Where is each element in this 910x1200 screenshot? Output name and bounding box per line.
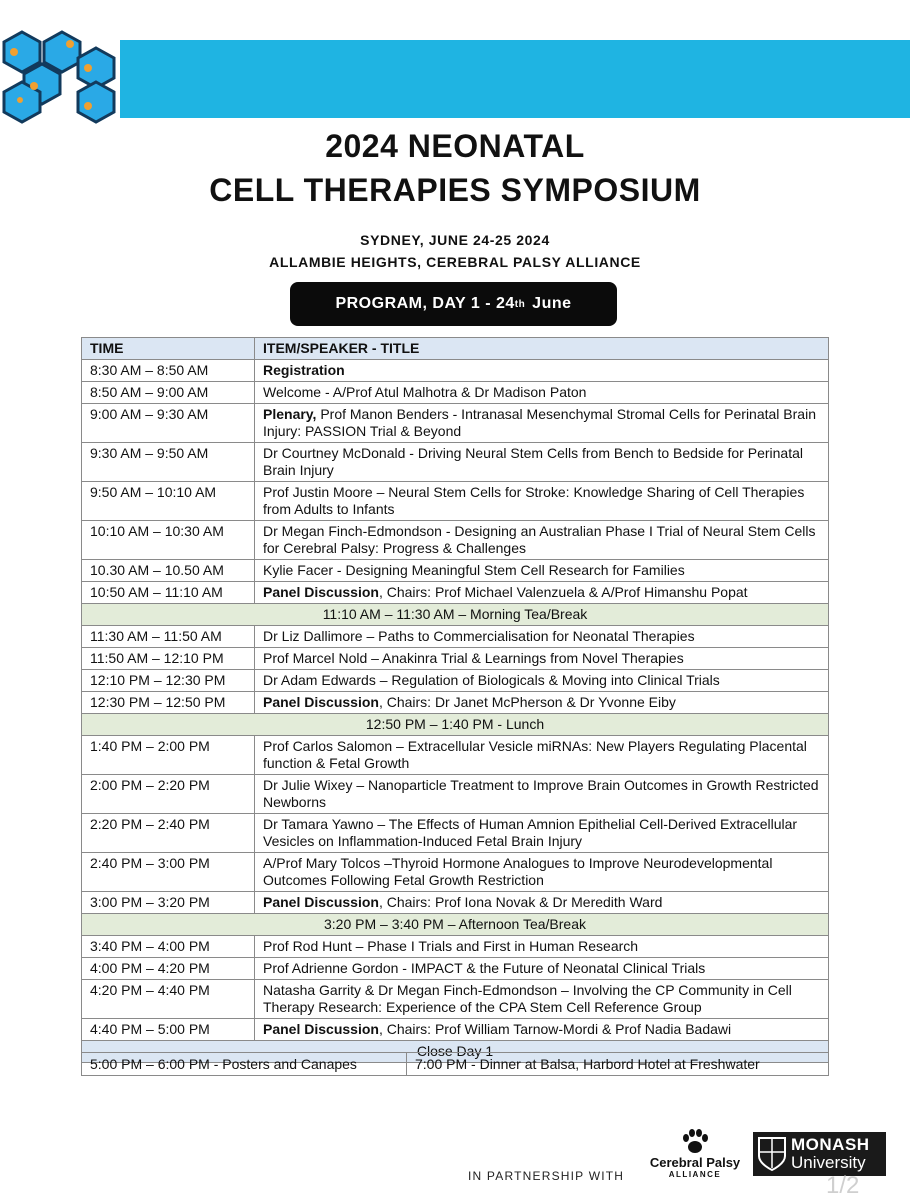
session-item-text: Prof Justin Moore – Neural Stem Cells for Stroke: Knowledge Sharing of Cell Therapies from Adults to Infants [263, 484, 805, 517]
session-item-emphasis: Panel Discussion [263, 584, 379, 600]
close-day-label: Close Day 1 [82, 1041, 829, 1063]
top-banner [120, 40, 910, 118]
session-item [255, 404, 829, 443]
session-time: 3:00 PM – 3:20 PM [82, 892, 255, 914]
session-time: 8:30 AM – 8:50 AM [82, 360, 255, 382]
monash-name: MONASH [791, 1135, 870, 1154]
partnership-label: IN PARTNERSHIP WITH [468, 1169, 625, 1183]
table-row [82, 560, 829, 582]
session-item [255, 1019, 829, 1041]
session-item [255, 814, 829, 853]
session-item [255, 382, 829, 404]
session-item [255, 736, 829, 775]
subtitle-venue: ALLAMBIE HEIGHTS, CEREBRAL PALSY ALLIANCE [269, 254, 641, 270]
session-item-emphasis: Panel Discussion [263, 694, 379, 710]
session-item-emphasis: Registration [263, 362, 345, 378]
session-item [255, 936, 829, 958]
table-row [82, 482, 829, 521]
table-row [82, 626, 829, 648]
session-time: 2:00 PM – 2:20 PM [82, 775, 255, 814]
session-time: 9:00 AM – 9:30 AM [82, 404, 255, 443]
page-number: 1/2 [826, 1172, 860, 1199]
table-row [82, 692, 829, 714]
session-item-text: Natasha Garrity & Dr Megan Finch-Edmondson – Involving the CP Community in Cell Therapy Research: Experience of the CPA Stem Cell Reference Group [263, 982, 792, 1015]
program-table [81, 337, 829, 1063]
cpa-sub: ALLIANCE [668, 1170, 722, 1179]
session-item [255, 958, 829, 980]
session-item-text: Kylie Facer - Designing Meaningful Stem Cell Research for Families [263, 562, 685, 578]
session-time: 9:50 AM – 10:10 AM [82, 482, 255, 521]
break-row [82, 714, 829, 736]
session-item [255, 670, 829, 692]
session-item-text: Dr Liz Dallimore – Paths to Commercialisation for Neonatal Therapies [263, 628, 695, 644]
session-time: 10.30 AM – 10.50 AM [82, 560, 255, 582]
cpa-name: Cerebral Palsy [649, 1155, 741, 1170]
table-row [82, 853, 829, 892]
session-item-text: Dr Tamara Yawno – The Effects of Human Amnion Epithelial Cell-Derived Extracellular Vesicles on Inflammation-Induced Fetal Brain Injury [263, 816, 798, 849]
monash-university-logo [753, 1132, 886, 1176]
monash-university: University [791, 1153, 866, 1172]
program-day-ordinal: th [514, 298, 526, 310]
session-time: 4:00 PM – 4:20 PM [82, 958, 255, 980]
session-time: 4:40 PM – 5:00 PM [82, 1019, 255, 1041]
table-row [82, 980, 829, 1019]
session-item-text: , Chairs: Dr Janet McPherson & Dr Yvonne Eiby [378, 694, 676, 710]
session-item-text: Dr Megan Finch-Edmondson - Designing an Australian Phase I Trial of Neural Stem Cells for Cerebral Palsy: Progress & Challenges [263, 523, 816, 556]
session-item [255, 582, 829, 604]
session-item [255, 443, 829, 482]
program-day-suffix: June [527, 295, 572, 312]
session-time: 12:30 PM – 12:50 PM [82, 692, 255, 714]
shield-crest-icon [757, 1136, 787, 1172]
session-time: 12:10 PM – 12:30 PM [82, 670, 255, 692]
session-item [255, 775, 829, 814]
session-item [255, 648, 829, 670]
session-item-text: Prof Adrienne Gordon - IMPACT & the Future of Neonatal Clinical Trials [263, 960, 706, 976]
program-day-prefix: PROGRAM, DAY 1 - 24 [335, 295, 515, 312]
break-label: 12:50 PM – 1:40 PM - Lunch [82, 714, 829, 736]
session-time: 10:50 AM – 11:10 AM [82, 582, 255, 604]
session-item-text: Prof Marcel Nold – Anakinra Trial & Learnings from Novel Therapies [263, 650, 684, 666]
session-item [255, 853, 829, 892]
session-item [255, 692, 829, 714]
break-label: 11:10 AM – 11:30 AM – Morning Tea/Break [82, 604, 829, 626]
table-row [82, 582, 829, 604]
cerebral-palsy-alliance-logo [645, 1128, 745, 1188]
evening-table [81, 1052, 829, 1076]
session-item-emphasis: Panel Discussion [263, 1021, 379, 1037]
session-time: 4:20 PM – 4:40 PM [82, 980, 255, 1019]
title-line-1: 2024 NEONATAL [325, 128, 585, 164]
table-row [82, 670, 829, 692]
session-item-text: Prof Rod Hunt – Phase I Trials and First in Human Research [263, 938, 639, 954]
session-item [255, 560, 829, 582]
title-line-2: CELL THERAPIES SYMPOSIUM [209, 172, 701, 208]
session-item [255, 482, 829, 521]
table-row [82, 404, 829, 443]
column-header-time: TIME [82, 338, 255, 360]
session-time: 10:10 AM – 10:30 AM [82, 521, 255, 560]
table-row [82, 814, 829, 853]
table-row [82, 443, 829, 482]
session-item-emphasis: Plenary, [263, 406, 317, 422]
hexagon-logo-icon [0, 30, 125, 125]
session-item-text: , Chairs: Prof Michael Valenzuela & A/Prof Himanshu Popat [378, 584, 748, 600]
table-row [82, 958, 829, 980]
break-row [82, 914, 829, 936]
column-header-item: ITEM/SPEAKER - TITLE [255, 338, 829, 360]
table-row [82, 736, 829, 775]
session-time: 9:30 AM – 9:50 AM [82, 443, 255, 482]
program-day-banner [290, 282, 617, 326]
session-item [255, 521, 829, 560]
session-time: 2:40 PM – 3:00 PM [82, 853, 255, 892]
session-time: 2:20 PM – 2:40 PM [82, 814, 255, 853]
session-item [255, 892, 829, 914]
session-item [255, 980, 829, 1019]
session-time: 11:50 AM – 12:10 PM [82, 648, 255, 670]
session-item-text: Prof Carlos Salomon – Extracellular Vesicle miRNAs: New Players Regulating Placental function & Fetal Growth [263, 738, 807, 771]
session-item-text: A/Prof Mary Tolcos –Thyroid Hormone Analogues to Improve Neurodevelopmental Outcomes Following Fetal Growth Restriction [263, 855, 773, 888]
session-item-emphasis: Panel Discussion [263, 894, 379, 910]
table-header-row [82, 338, 829, 360]
session-item-text: Welcome - A/Prof Atul Malhotra & Dr Madison Paton [263, 384, 587, 400]
table-row [82, 1019, 829, 1041]
session-time: 8:50 AM – 9:00 AM [82, 382, 255, 404]
table-row [82, 936, 829, 958]
table-row [82, 892, 829, 914]
session-item-text: , Chairs: Prof Iona Novak & Dr Meredith Ward [378, 894, 663, 910]
evening-row [82, 1053, 829, 1076]
session-item-text: , Chairs: Prof William Tarnow-Mordi & Prof Nadia Badawi [378, 1021, 732, 1037]
paw-print-icon [680, 1128, 710, 1156]
session-item-text: Prof Manon Benders - Intranasal Mesenchymal Stromal Cells for Perinatal Brain Injury: PASSION Trial & Beyond [263, 406, 816, 439]
session-time: 1:40 PM – 2:00 PM [82, 736, 255, 775]
break-row [82, 604, 829, 626]
session-time: 11:30 AM – 11:50 AM [82, 626, 255, 648]
table-row [82, 521, 829, 560]
session-item [255, 626, 829, 648]
session-time: 3:40 PM – 4:00 PM [82, 936, 255, 958]
subtitle-location-date: SYDNEY, JUNE 24-25 2024 [360, 232, 550, 248]
session-item-text: Dr Courtney McDonald - Driving Neural Stem Cells from Bench to Bedside for Perinatal Brain Injury [263, 445, 803, 478]
table-row [82, 775, 829, 814]
session-item-text: Dr Julie Wixey – Nanoparticle Treatment to Improve Brain Outcomes in Growth Restricted Newborns [263, 777, 819, 810]
evening-dinner: 7:00 PM - Dinner at Balsa, Harbord Hotel at Freshwater [407, 1053, 829, 1076]
session-item [255, 360, 829, 382]
session-item-text: Dr Adam Edwards – Regulation of Biologicals & Moving into Clinical Trials [263, 672, 720, 688]
table-row [82, 360, 829, 382]
table-row [82, 648, 829, 670]
break-label: 3:20 PM – 3:40 PM – Afternoon Tea/Break [82, 914, 829, 936]
table-row [82, 382, 829, 404]
evening-posters: 5:00 PM – 6:00 PM - Posters and Canapes [82, 1053, 407, 1076]
